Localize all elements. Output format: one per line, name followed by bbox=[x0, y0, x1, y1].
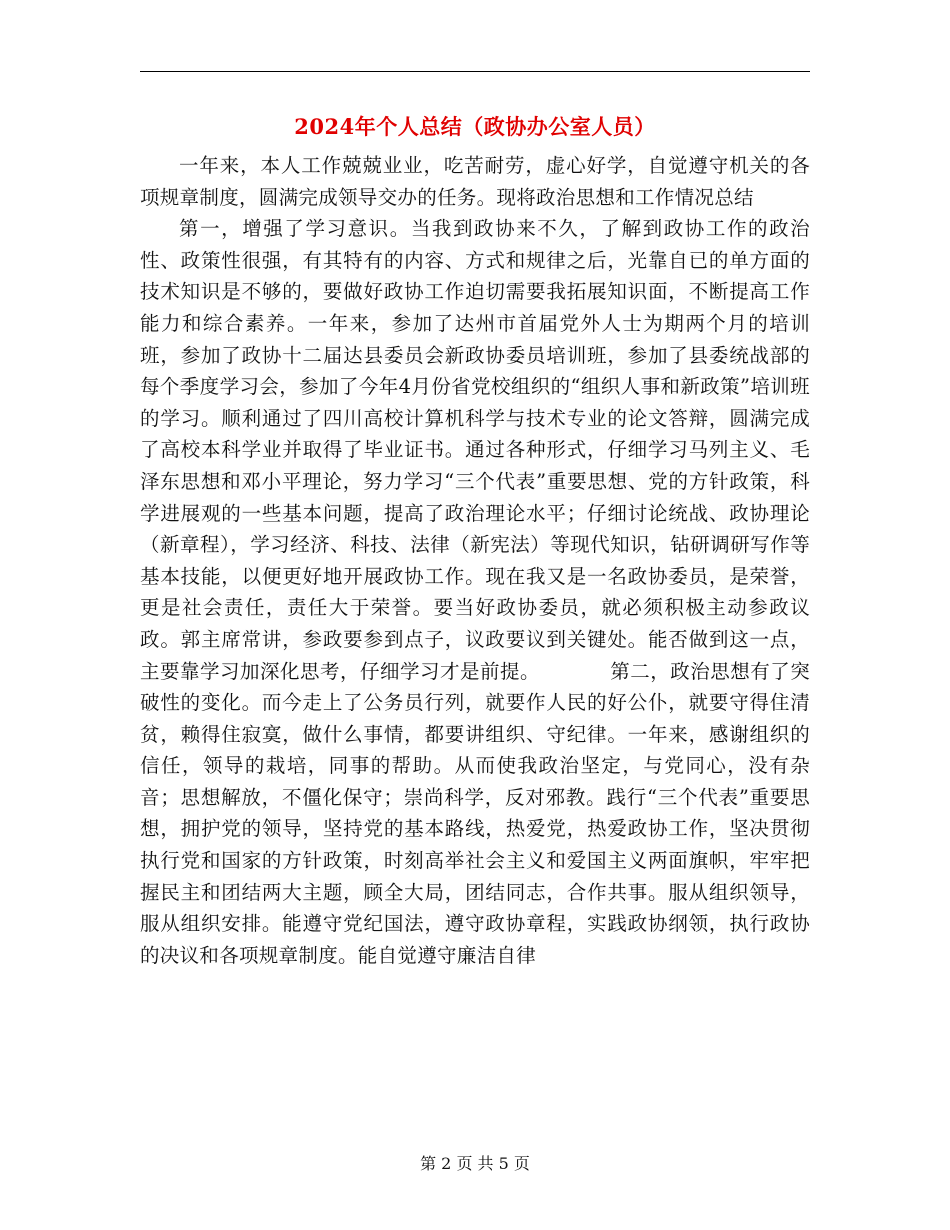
document-title: 2024年个人总结（政协办公室人员） bbox=[294, 114, 656, 139]
page-number: 第 2 页 共 5 页 bbox=[420, 1154, 530, 1173]
header-rule bbox=[140, 71, 810, 72]
document-body bbox=[140, 150, 810, 971]
paragraph-intro: 一年来，本人工作兢兢业业，吃苦耐劳，虚心好学，自觉遵守机关的各项规章制度，圆满完成领导交办的任务。现将政治思想和工作情况总结 bbox=[140, 154, 810, 209]
paragraph-main: 第一，增强了学习意识。当我到政协来不久，了解到政协工作的政治性、政策性很强，有其特有的内容、方式和规律之后，光靠自已的单方面的技术知识是不够的，要做好政协工作迫切需要我拓展知识面，不断提高工作能力和综合素养。一年来，参加了达州市首届党外人士为期两个月的培训班，参加了政协十二届达县委员会新政协委员培训班，参加了县委统战部的每个季度学习会，参加了今年4月份省党校组织的“组织人事和新政策”培训班的学习。顺利通过了四川高校计算机科学与技术专业的论文答辩，圆满完成了高校本科学业并取得了毕业证书。通过各种形式，仔细学习马列主义、毛泽东思想和邓小平理论，努力学习“三个代表”重要思想、党的方针政策，科学进展观的一些基本问题，提高了政治理论水平；仔细讨论统战、政协理论（新章程），学习经济、科技、法律（新宪法）等现代知识，钻研调研写作等基本技能，以便更好地开展政协工作。现在我又是一名政协委员，是荣誉，更是社会责任，责任大于荣誉。要当好政协委员，就必须积极主动参政议政。郭主席常讲，参政要参到点子，议政要议到关键处。能否做到这一点，主要靠学习加深化思考，仔细学习才是前提。 第二，政治思想有了突破性的变化。而今走上了公务员行列，就要作人民的好公仆，就要守得住清贫，赖得住寂寞，做什么事情，都要讲组织、守纪律。一年来，感谢组织的信任，领导的栽培，同事的帮助。从而使我政治坚定，与党同心，没有杂音；思想解放，不僵化保守；崇尚科学，反对邪教。践行“三个代表”重要思想，拥护党的领导，坚持党的基本路线，热爱党，热爱政协工作，坚决贯彻执行党和国家的方针政策，时刻高举社会主义和爱国主义两面旗帜，牢牢把握民主和团结两大主题，顾全大局，团结同志，合作共事。服从组织领导，服从组织安排。能遵守党纪国法，遵守政协章程，实践政协纲领，执行政协的决议和各项规章制度。能自觉遵守廉洁自律 bbox=[140, 217, 810, 967]
